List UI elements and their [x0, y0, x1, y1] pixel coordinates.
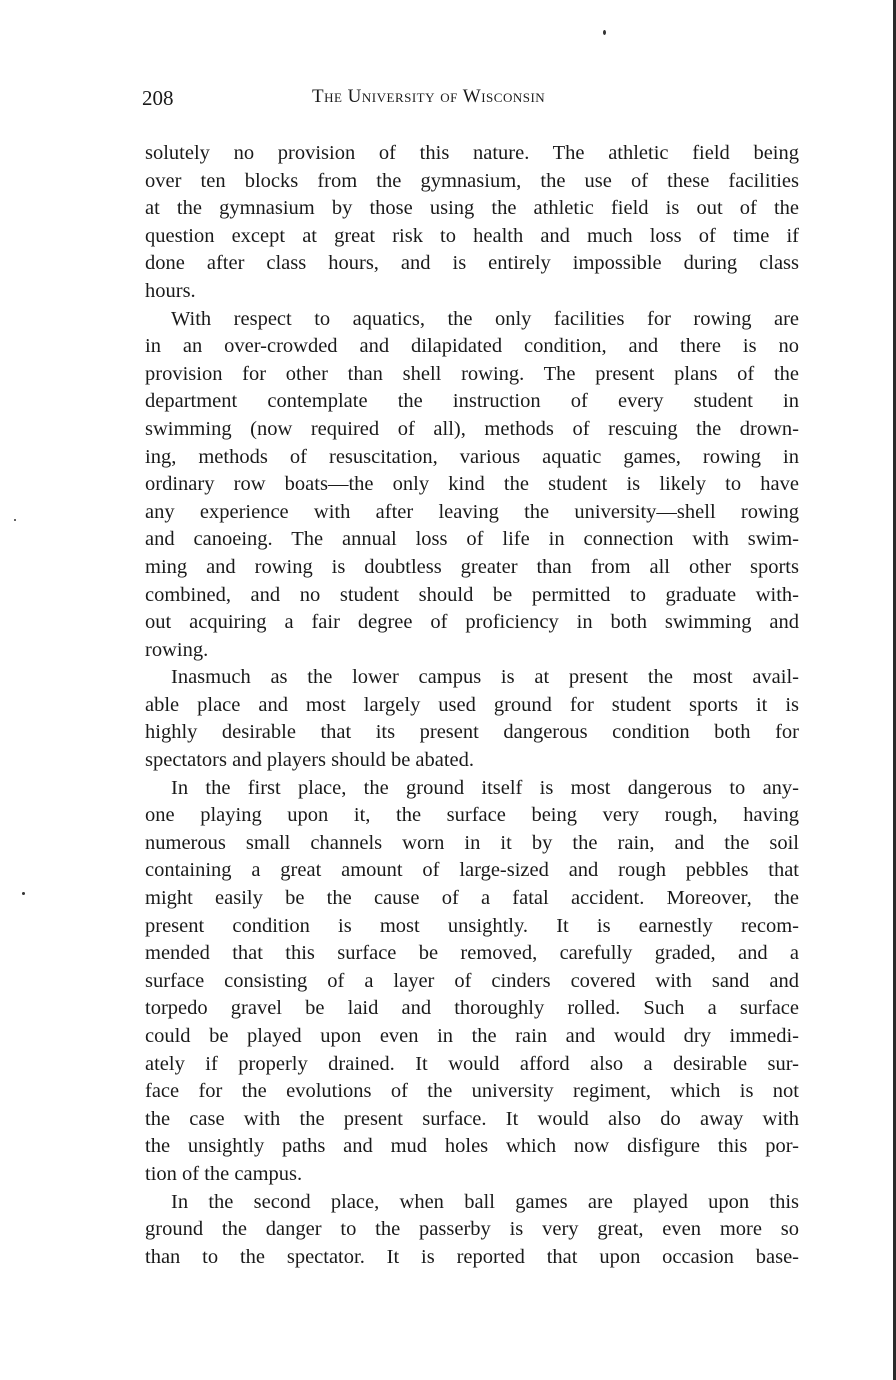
paragraph: [145, 664, 799, 774]
paragraph: [145, 140, 799, 306]
text-line: solutely no provision of this nature. The athletic field being: [145, 142, 799, 164]
text-line: In the first place, the ground itself is most dangerous to any-: [171, 776, 799, 799]
text-line: numerous small channels worn in it by the rain, and the soil: [145, 831, 799, 854]
text-line: containing a great amount of large-sized and rough pebbles that: [145, 859, 799, 882]
text-line: Inasmuch as the lower campus is at present the most avail-: [171, 666, 799, 689]
text-line: ground the danger to the passerby is very great, even more so: [145, 1218, 799, 1241]
text-line: With respect to aquatics, the only facilities for rowing are: [171, 307, 799, 330]
text-line: one playing upon it, the surface being very rough, having: [145, 804, 799, 827]
text-line: ing, methods of resuscitation, various aquatic games, rowing in: [145, 445, 799, 468]
text-line: present condition is most unsightly. It is earnestly recom-: [145, 914, 799, 937]
paragraph: [145, 1189, 799, 1272]
ink-speck: [14, 519, 16, 521]
text-line: question except at great risk to health and much loss of time if: [145, 224, 799, 247]
text-line: ming and rowing is doubtless greater than from all other sports: [145, 555, 799, 578]
ink-speck: [603, 30, 606, 35]
text-line: and canoeing. The annual loss of life in connection with swim-: [145, 528, 799, 551]
text-line: surface consisting of a layer of cinders covered with sand and: [145, 969, 799, 992]
text-line: done after class hours, and is entirely impossible during class: [145, 252, 799, 275]
page-number: 208: [142, 86, 174, 110]
text-line: mended that this surface be removed, carefully graded, and a: [145, 942, 799, 965]
text-line: combined, and no student should be permitted to graduate with-: [145, 583, 799, 606]
text-line: hours.: [145, 279, 196, 302]
text-line: ately if properly drained. It would afford also a desirable sur-: [145, 1052, 799, 1075]
text-line: the case with the present surface. It would also do away with: [145, 1107, 799, 1130]
text-line: any experience with after leaving the university—shell rowing: [145, 500, 799, 523]
text-line: might easily be the cause of a fatal accident. Moreover, the: [145, 887, 799, 910]
text-line: provision for other than shell rowing. The present plans of the: [145, 362, 799, 385]
text-line: torpedo gravel be laid and thoroughly rolled. Such a surface: [145, 997, 799, 1020]
text-line: face for the evolutions of the university regiment, which is not: [145, 1080, 799, 1103]
text-line: department contemplate the instruction of every student in: [145, 390, 799, 413]
text-line: at the gymnasium by those using the athletic field is out of the: [145, 197, 799, 220]
running-head: [142, 86, 798, 116]
text-line: ordinary row boats—the only kind the student is likely to have: [145, 473, 799, 496]
ink-speck: [22, 892, 25, 895]
paragraph: [145, 306, 799, 665]
running-title: The University of Wisconsin: [312, 86, 546, 107]
text-line: able place and most largely used ground for student sports it is: [145, 693, 799, 716]
paragraph: [145, 775, 799, 1189]
text-line: spectators and players should be abated.: [145, 749, 475, 772]
text-line: in an over-crowded and dilapidated condition, and there is no: [145, 335, 799, 358]
text-line: the unsightly paths and mud holes which now disfigure this por-: [145, 1135, 799, 1158]
body-text: [145, 140, 799, 1271]
text-line: rowing.: [145, 638, 209, 661]
text-line: In the second place, when ball games are played upon this: [171, 1190, 799, 1213]
text-line: out acquiring a fair degree of proficiency in both swimming and: [145, 611, 799, 634]
text-line: than to the spectator. It is reported that upon occasion base-: [145, 1245, 799, 1268]
text-line: highly desirable that its present dangerous condition both for: [145, 721, 799, 744]
text-line: over ten blocks from the gymnasium, the use of these facilities: [145, 169, 799, 192]
text-line: could be played upon even in the rain and would dry immedi-: [145, 1025, 799, 1047]
text-line: tion of the campus.: [145, 1162, 303, 1185]
text-line: swimming (now required of all), methods of rescuing the drown-: [145, 417, 799, 440]
